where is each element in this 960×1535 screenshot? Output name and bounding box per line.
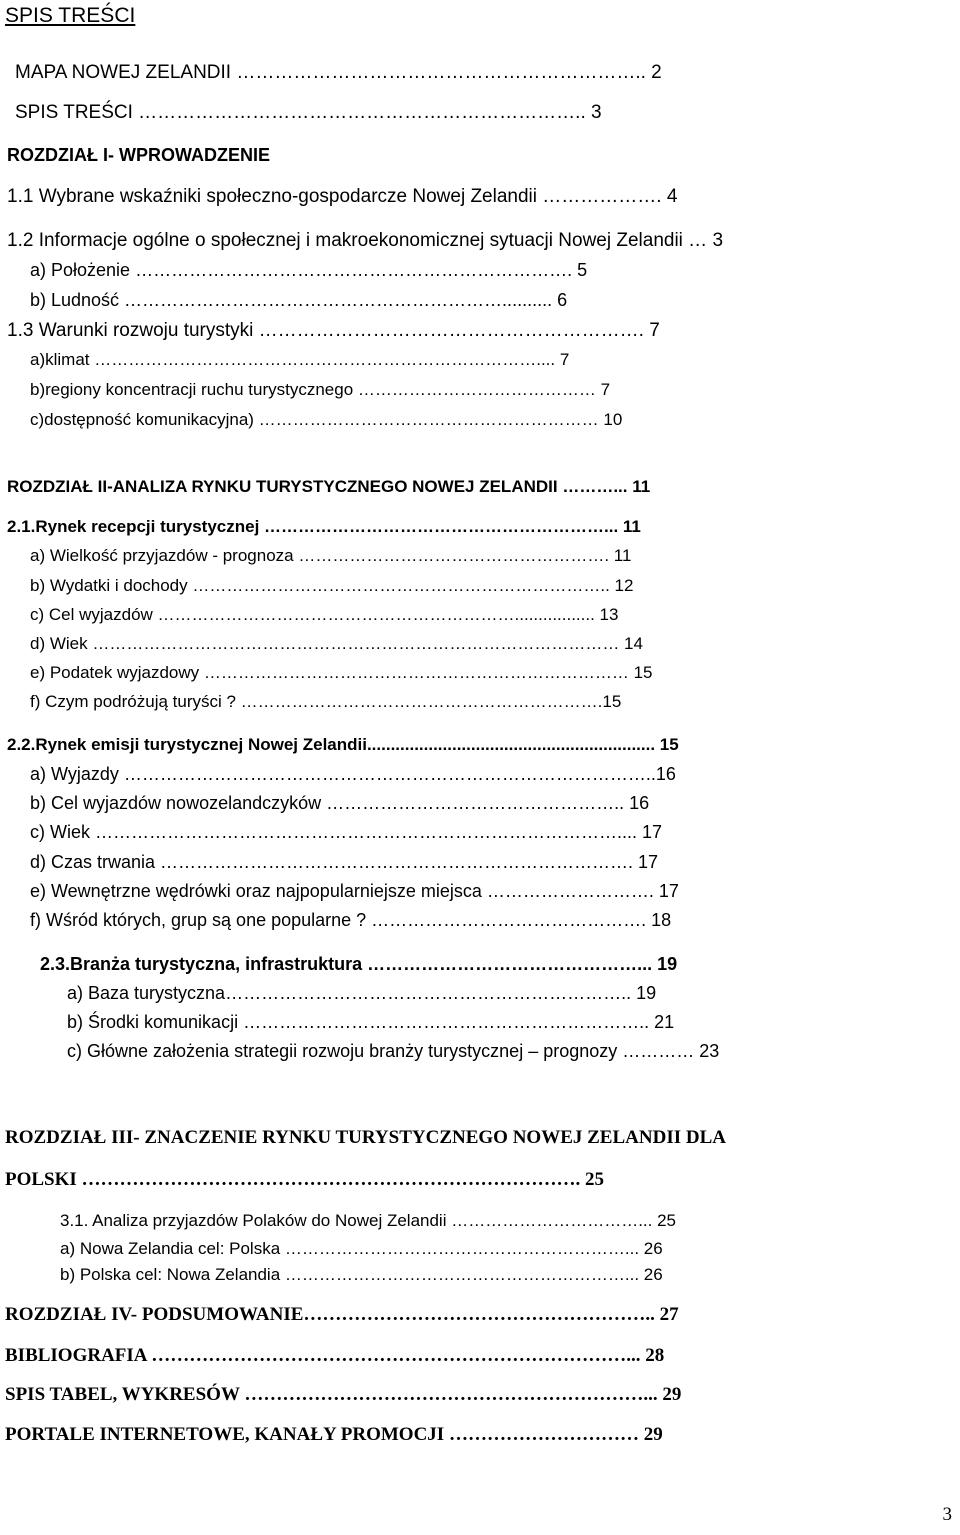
page-number: 3 <box>942 1504 952 1525</box>
toc-chapter-heading-continuation[interactable]: POLSKI ……………………………………………………………………. 25 <box>5 1169 605 1190</box>
page-title: SPIS TREŚCI <box>5 4 136 27</box>
toc-entry[interactable]: f) Wśród których, grup są one popularne ? ………………………………………. 18 <box>30 910 672 930</box>
toc-entry[interactable]: b) Wydatki i dochody ……………………………………………………………….. 12 <box>30 576 634 595</box>
toc-entry[interactable]: a) Wyjazdy ……………………………………………………………………………..16 <box>30 764 676 784</box>
toc-entry[interactable]: b) Polska cel: Nowa Zelandia ……………………………………………………... 26 <box>60 1265 663 1284</box>
toc-entry[interactable]: MAPA NOWEJ ZELANDII ……………………………………………………….. 2 <box>15 62 662 83</box>
toc-entry[interactable]: SPIS TREŚCI …………………………………………………………….. 3 <box>15 102 602 123</box>
toc-entry[interactable]: c) Wiek …………………………………………………………………………….... 17 <box>30 822 663 842</box>
toc-chapter-heading[interactable]: BIBLIOGRAFIA …………………………………………………………………... 28 <box>5 1345 665 1366</box>
toc-entry[interactable]: a) Nowa Zelandia cel: Polska ……………………………………………………... 26 <box>60 1239 663 1258</box>
toc-entry[interactable]: c) Cel wyjazdów ………………………………………………………................. 13 <box>30 605 619 624</box>
toc-entry[interactable]: b) Ludność ……………………………………………………….......... 6 <box>30 290 568 310</box>
toc-entry[interactable]: 1.3 Warunki rozwoju turystyki ……………………………………………………. 7 <box>7 320 660 341</box>
toc-entry[interactable]: b)regiony koncentracji ruchu turystycznego …………………………………… 7 <box>30 380 611 399</box>
toc-entry[interactable]: a)klimat …………………………………………………………………….... 7 <box>30 350 570 369</box>
toc-entry[interactable]: b) Środki komunikacji ………………………………………………………….. 21 <box>67 1012 675 1032</box>
toc-entry[interactable]: d) Czas trwania ……………………………………………………………………. 17 <box>30 852 659 872</box>
toc-entry[interactable]: 2.1.Rynek recepcji turystycznej ……………………………………………………... 11 <box>7 517 641 536</box>
toc-entry[interactable]: e) Wewnętrzne wędrówki oraz najpopularniejsze miejsca ………………………. 17 <box>30 881 679 901</box>
toc-entry[interactable]: e) Podatek wyjazdowy ………………………………………………………………… 15 <box>30 663 653 682</box>
toc-chapter-heading[interactable]: ROZDZIAŁ IV- PODSUMOWANIE……………………………………………….. 27 <box>5 1304 679 1325</box>
toc-chapter-heading[interactable]: PORTALE INTERNETOWE, KANAŁY PROMOCJI ………………………… 29 <box>5 1424 663 1445</box>
toc-entry[interactable]: c)dostępność komunikacyjna) …………………………………………………… 10 <box>30 410 623 429</box>
toc-entry[interactable]: c) Główne założenia strategii rozwoju branży turystycznej – prognozy ………… 23 <box>67 1041 720 1061</box>
toc-entry[interactable]: 1.2 Informacje ogólne o społecznej i makroekonomicznej sytuacji Nowej Zelandii … 3 <box>7 230 724 251</box>
toc-entry[interactable]: 1.1 Wybrane wskaźniki społeczno-gospodarcze Nowej Zelandii ………………. 4 <box>7 186 678 207</box>
toc-entry[interactable]: 2.3.Branża turystyczna, infrastruktura ………………………………………... 19 <box>40 954 678 974</box>
toc-entry[interactable]: a) Baza turystyczna………………………………………………………….. 19 <box>67 983 657 1003</box>
toc-chapter-heading[interactable]: ROZDZIAŁ II-ANALIZA RYNKU TURYSTYCZNEGO NOWEJ ZELANDII ………... 11 <box>7 477 651 496</box>
toc-chapter-heading[interactable]: SPIS TABEL, WYKRESÓW ………………………………………………………... 29 <box>5 1384 682 1405</box>
toc-entry[interactable]: 2.2.Rynek emisji turystycznej Nowej Zelandii............................................................. 15 <box>7 735 679 754</box>
toc-entry[interactable]: b) Cel wyjazdów nowozelandczyków ………………………………………….. 16 <box>30 793 650 813</box>
toc-chapter-heading[interactable]: ROZDZIAŁ III- ZNACZENIE RYNKU TURYSTYCZNEGO NOWEJ ZELANDII DLA <box>5 1127 726 1148</box>
toc-entry[interactable]: a) Położenie ………………………………………………………………. 5 <box>30 260 588 280</box>
toc-entry[interactable]: a) Wielkość przyjazdów - prognoza ………………………………………………. 11 <box>30 546 632 565</box>
toc-entry[interactable]: d) Wiek ………………………………………………………………………………… 14 <box>30 634 643 653</box>
toc-entry[interactable]: 3.1. Analiza przyjazdów Polaków do Nowej Zelandii ……………………………... 25 <box>60 1211 677 1230</box>
toc-entry[interactable]: f) Czym podróżują turyści ? ……………………………………………………….15 <box>30 692 622 711</box>
toc-chapter-heading[interactable]: ROZDZIAŁ I- WPROWADZENIE <box>7 145 270 165</box>
